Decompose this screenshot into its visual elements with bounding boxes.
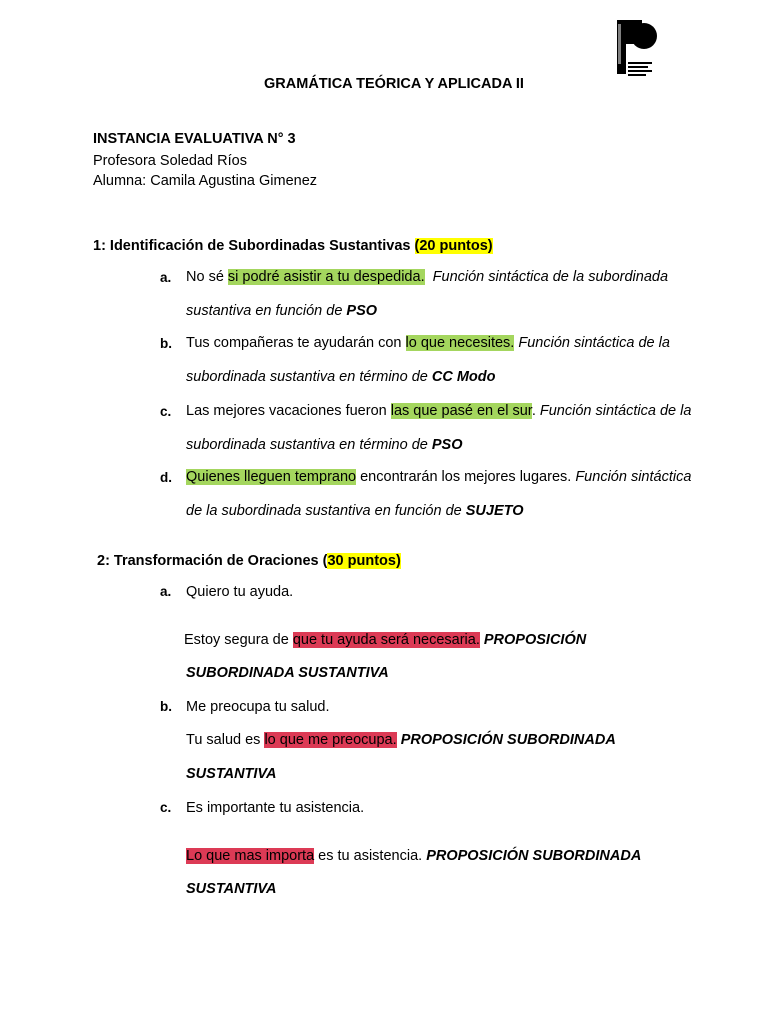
highlighted-subordinate: si podré asistir a tu despedida.: [227, 269, 425, 285]
list-marker: a.: [160, 584, 172, 599]
syntactic-function: SUJETO: [465, 502, 524, 519]
profesora-line: Profesora Soledad Ríos: [93, 153, 247, 169]
list-item-1b: [160, 327, 700, 394]
list-item-1d: [160, 461, 700, 528]
sentence-tail: .: [531, 403, 540, 419]
original-sentence: Es importante tu asistencia.: [186, 800, 365, 816]
section-2-points: 30 puntos): [327, 553, 401, 569]
transformed-sentence-2c: [186, 848, 641, 864]
highlighted-subordinate: lo que me preocupa.: [264, 732, 397, 748]
alumna-line: Alumna: Camila Agustina Gimenez: [93, 173, 318, 189]
analysis-text: Función sintáctica de la subordinada sustantiva en función de: [186, 469, 692, 519]
analysis-text: Función sintáctica de la subordinada sustantiva en función de: [186, 269, 669, 319]
list-marker: d.: [160, 470, 172, 485]
list-marker: a.: [160, 270, 172, 285]
instancia-heading: INSTANCIA EVALUATIVA N° 3: [93, 131, 296, 147]
list-item-2c: [160, 800, 364, 816]
highlighted-subordinate: las que pasé en el sur: [390, 403, 532, 419]
proposition-label: PROPOSICIÓN: [483, 632, 587, 648]
section-1-points: (20 puntos): [414, 238, 493, 254]
sentence-tail: encontrarán los mejores lugares.: [356, 469, 576, 485]
sentence-text: Tus compañeras te ayudarán con: [186, 335, 406, 351]
syntactic-function: PSO: [431, 436, 463, 453]
section-1-title: 1: Identificación de Subordinadas Sustantivas: [93, 238, 415, 254]
syntactic-function: CC Modo: [431, 368, 496, 385]
analysis-text: Función sintáctica de la subordinada sustantiva en término de: [186, 403, 692, 453]
list-item-1a: [160, 261, 700, 328]
sentence-text: No sé: [186, 269, 228, 285]
original-sentence: Me preocupa tu salud.: [186, 699, 330, 715]
document-title: GRAMÁTICA TEÓRICA Y APLICADA II: [264, 76, 524, 92]
proposition-label-cont: SUSTANTIVA: [186, 881, 277, 897]
syntactic-function: PSO: [346, 302, 378, 319]
list-marker: b.: [160, 699, 172, 714]
sentence-text: Estoy segura de: [184, 632, 293, 648]
sentence-tail: es tu asistencia.: [314, 848, 427, 864]
highlighted-subordinate: Quienes lleguen temprano: [186, 469, 357, 485]
proposition-label-cont: SUBORDINADA SUSTANTIVA: [186, 665, 389, 681]
original-sentence: Quiero tu ayuda.: [186, 584, 294, 600]
university-logo: [612, 18, 660, 80]
proposition-label: PROPOSICIÓN SUBORDINADA: [400, 732, 616, 748]
analysis-text: Función sintáctica de la subordinada sustantiva en término de: [186, 335, 670, 385]
list-item-2b: [160, 699, 329, 715]
list-marker: c.: [160, 800, 172, 815]
section-1-heading: [93, 238, 493, 254]
highlighted-subordinate: lo que necesites.: [405, 335, 515, 351]
section-2-title: 2: Transformación de Oraciones (: [97, 553, 328, 569]
list-marker: c.: [160, 404, 172, 419]
transformed-sentence-2b: [186, 732, 616, 748]
transformed-sentence-2a: [184, 632, 586, 648]
proposition-label-cont: SUSTANTIVA: [186, 766, 277, 782]
section-2-heading: [97, 553, 401, 569]
highlighted-subordinate: que tu ayuda será necesaria.: [292, 632, 480, 648]
list-item-2a: [160, 584, 293, 600]
list-item-1c: [160, 395, 700, 462]
sentence-tail: [425, 269, 433, 285]
list-marker: b.: [160, 336, 172, 351]
proposition-label: PROPOSICIÓN SUBORDINADA: [426, 848, 642, 864]
sentence-text: Tu salud es: [186, 732, 265, 748]
sentence-text: Las mejores vacaciones fueron: [186, 403, 391, 419]
highlighted-subordinate: Lo que mas importa: [186, 848, 315, 864]
